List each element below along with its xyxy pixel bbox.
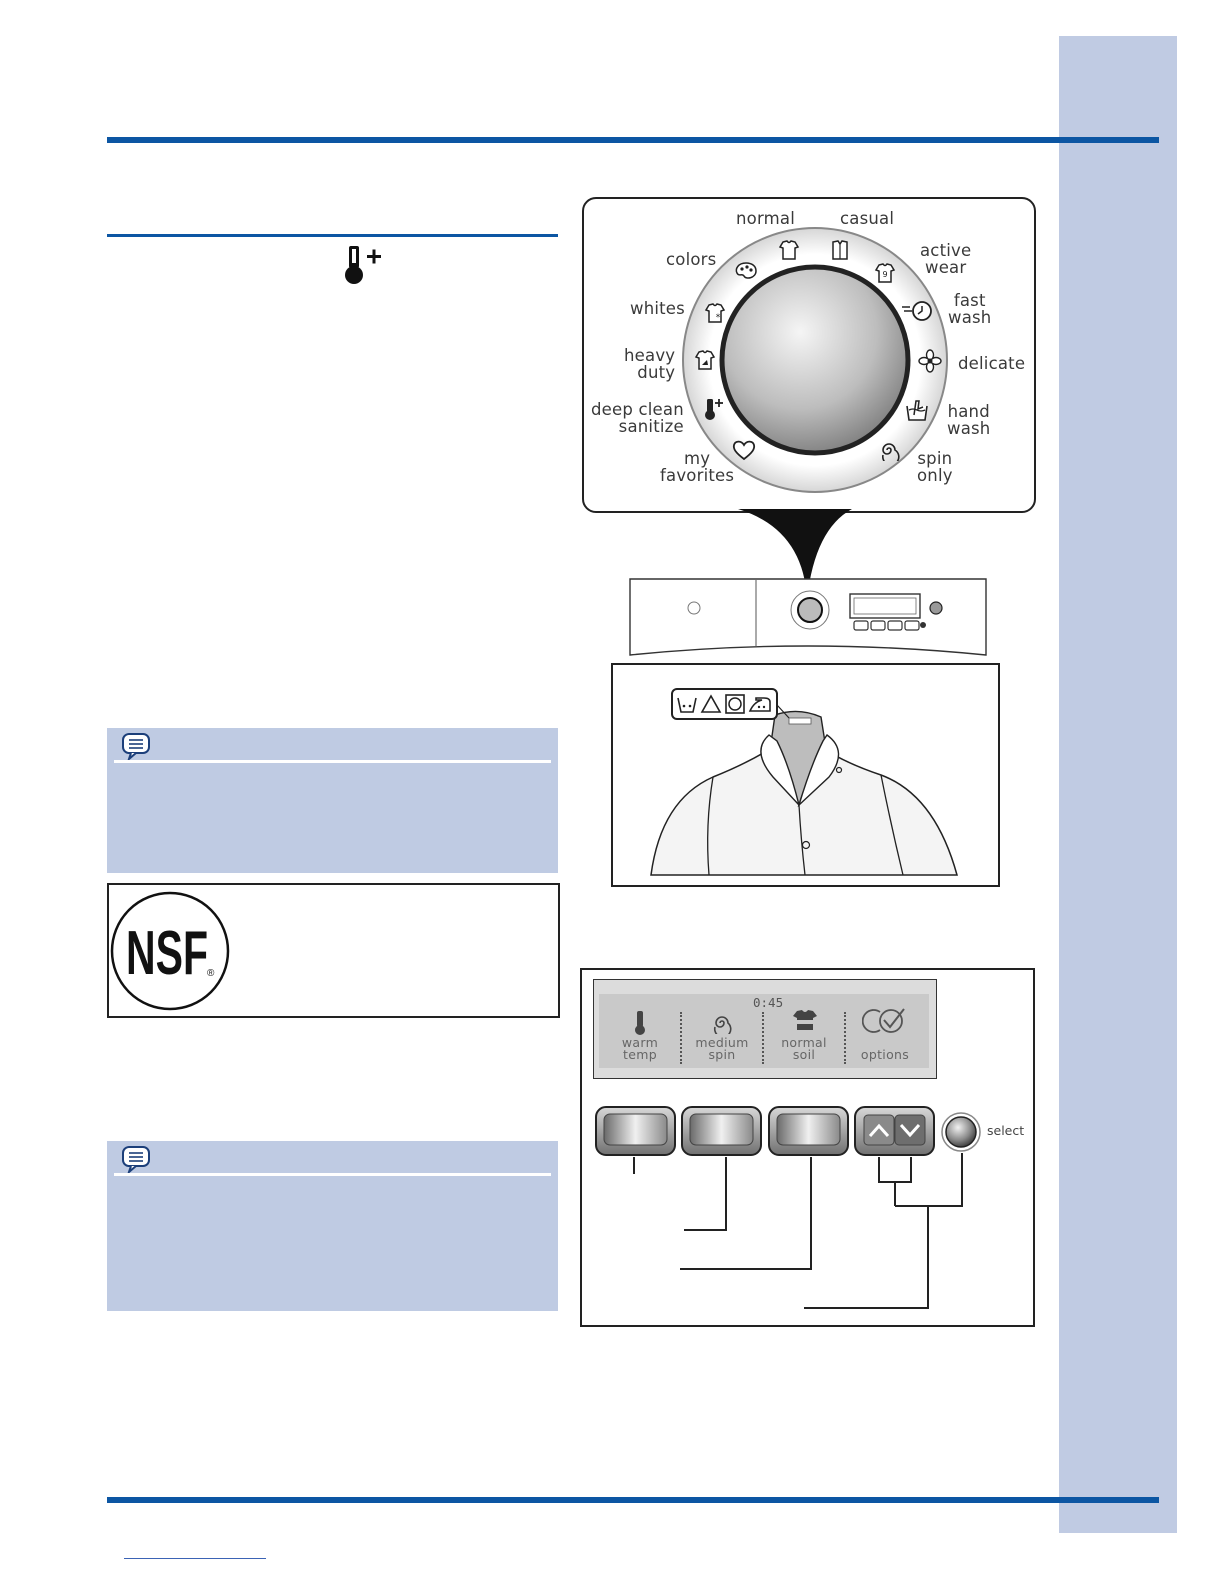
display-label-options: options — [860, 1047, 910, 1062]
normal-shirt-icon — [778, 239, 800, 261]
delicate-icon — [918, 349, 942, 373]
dial-label-fast-wash: fast wash — [948, 291, 992, 327]
colors-palette-icon — [734, 261, 758, 281]
fast-wash-icon — [900, 299, 936, 323]
options-arrow-buttons[interactable] — [855, 1107, 934, 1155]
whites-icon — [704, 302, 726, 324]
dial-label-heavy-duty: heavy duty — [624, 346, 676, 382]
soil-button[interactable] — [769, 1107, 848, 1155]
bottom-rule — [107, 1497, 1159, 1503]
display-label-warm-temp: warm temp — [621, 1035, 659, 1062]
display-label-medium-spin: medium spin — [695, 1035, 749, 1062]
dial-label-delicate: delicate — [958, 354, 1026, 373]
washer-console-illustration — [628, 577, 990, 659]
select-label: select — [987, 1123, 1025, 1138]
my-favorites-heart-icon — [732, 439, 756, 461]
control-panel-diagram — [580, 968, 1035, 1327]
dial-label-my-favorites: my favorites — [660, 449, 735, 485]
spin-button[interactable] — [682, 1107, 761, 1155]
care-symbols-callout — [671, 688, 778, 720]
temp-button[interactable] — [596, 1107, 675, 1155]
svg-text:9: 9 — [882, 270, 888, 279]
tumble-dry-icon — [724, 693, 746, 715]
hand-wash-icon — [904, 397, 930, 423]
select-button[interactable] — [942, 1113, 980, 1151]
deep-clean-sanitize-icon — [340, 243, 384, 287]
note-box — [107, 1141, 558, 1311]
section-rule — [107, 234, 558, 237]
note-icon — [121, 1145, 151, 1173]
leader-lines — [634, 1153, 962, 1308]
dial-label-active-wear: active wear — [920, 241, 972, 277]
control-buttons-and-leaders — [582, 970, 1033, 1325]
cycle-dial-callout — [582, 197, 1036, 513]
dial-label-whites: whites — [630, 299, 685, 318]
display-time: 0:45 — [753, 995, 784, 1010]
note-icon — [121, 732, 151, 760]
nsf-registered-mark: ® — [207, 968, 215, 979]
side-tab — [1059, 36, 1177, 1533]
iron-icon — [748, 693, 772, 715]
dial-label-normal: normal — [736, 209, 796, 228]
casual-shirt-icon — [829, 239, 851, 261]
active-wear-icon — [874, 262, 896, 284]
note-box — [107, 728, 558, 873]
bleach-triangle-icon — [700, 693, 722, 715]
top-rule — [107, 137, 1159, 143]
display-label-normal-soil: normal soil — [781, 1035, 827, 1062]
svg-text:*: * — [715, 313, 721, 323]
care-label-illustration — [611, 663, 1000, 887]
dial-label-casual: casual — [840, 209, 895, 228]
spin-only-icon — [878, 439, 900, 461]
nsf-logo-text: NSF — [126, 919, 208, 988]
nsf-certification-box — [107, 883, 560, 1018]
nsf-logo — [109, 890, 231, 1012]
dial-label-hand-wash: hand wash — [947, 402, 991, 438]
dial-label-spin-only: spin only — [917, 449, 953, 485]
footer-link-underline[interactable] — [124, 1558, 266, 1559]
wash-tub-icon — [676, 693, 698, 715]
heavy-duty-icon — [694, 349, 716, 371]
dial-label-colors: colors — [666, 250, 717, 269]
dial-label-deep-clean-sanitize: deep clean sanitize — [591, 400, 684, 436]
deep-clean-sanitize-dial-icon — [702, 397, 724, 421]
